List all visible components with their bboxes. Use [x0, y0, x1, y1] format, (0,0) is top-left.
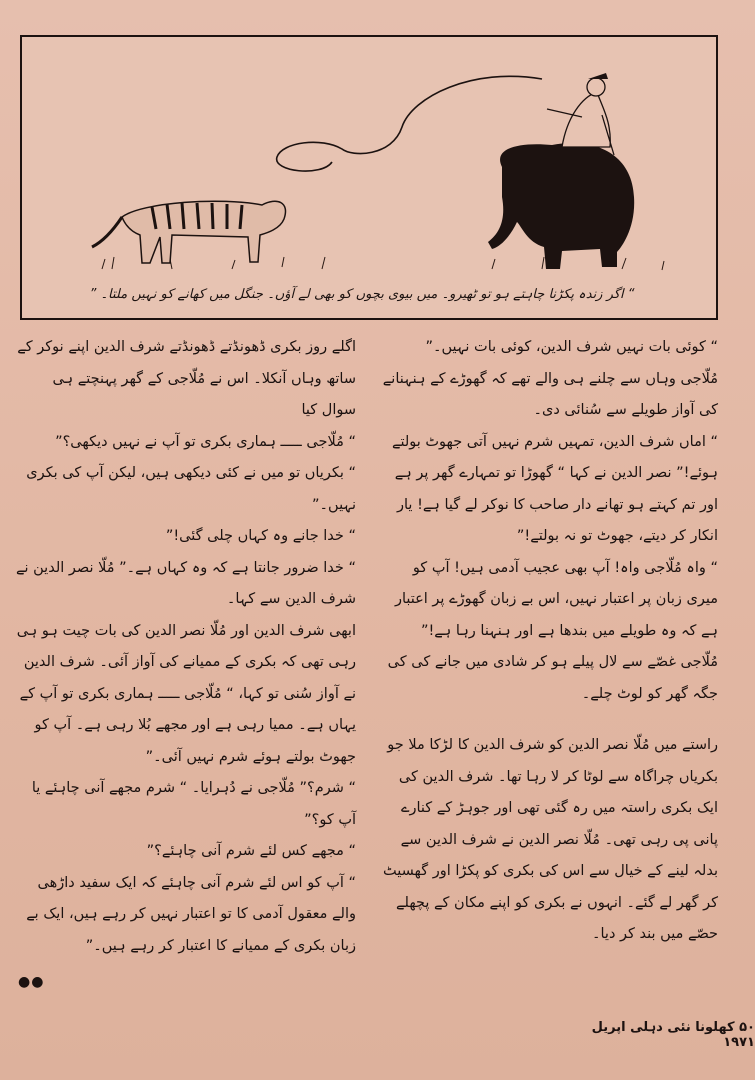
paragraph: “ بکریاں تو میں نے کئی دیکھی ہیں، لیکن آپ کی بکری نہیں۔” — [26, 465, 356, 513]
cartoon-illustration — [22, 37, 716, 318]
paragraph: “ اماں شرف الدین، تمہیں شرم نہیں آتی جھوٹ بولتے ہوئے!” نصر الدین نے کہا “ گھوڑا تو تمہارے گھر پر ہے اور تم کہتے ہو تھانے دار صاحب کا نوکر لے گیا ہے! یار انکار کر دیتے، جھوٹ تو نہ بولتے!” — [391, 433, 718, 544]
page-number: ۵۰ — [739, 1020, 755, 1035]
paragraph: راستے میں مُلّا نصر الدین کو شرف الدین کا لڑکا ملا جو بکریاں چراگاہ سے لوٹا کر لا رہا تھا۔ شرف الدین کی ایک بکری راستہ میں رہ گئی تھی اور جوہڑ کے کنارے پانی پی رہی تھی۔ مُلّا نصر الدین نے شرف الدین سے بدلہ لینے کے خیال سے اس کی بکری کو پکڑا اور گھسیٹ کر گھر لے گئے۔ انہوں نے بکری کو اپنے مکان کے پچھلے حصّے میں بند کر دیا۔ — [382, 737, 718, 942]
paragraph: مُلّاجی غصّے سے لال پیلے ہو کر شادی میں جانے کی کی جگہ گھر کو لوٹ چلے۔ — [387, 654, 718, 702]
article-column-left — [16, 332, 356, 962]
end-mark: ●● — [18, 974, 45, 990]
magazine-issue: کھلونا نئی دہلی اپریل ۱۹۷۱ — [591, 1020, 755, 1050]
illustration-frame — [20, 35, 718, 320]
page-footer — [580, 1020, 755, 1050]
paragraph: “ مُلّاجی ـــــ ہماری بکری تو آپ نے نہیں دیکھی؟” — [55, 433, 356, 450]
paragraph: “ شرم؟” مُلّاجی نے دُہرایا۔ “ شرم مجھے آنی چاہئے یا آپ کو؟” — [31, 780, 356, 828]
paragraph: ابھی شرف الدین اور مُلّا نصر الدین کی بات چیت ہو ہی رہی تھی کہ بکری کے ممیانے کی آواز آئی۔ شرف الدین نے آواز سُنی تو کہا، “ مُلّاجی ـــــ ہماری بکری تو آپ کے یہاں ہے۔ ممیا رہی ہے اور مجھے بُلا رہی ہے۔ آپ کو جھوٹ بولتے ہوئے شرم نہیں آئی۔” — [16, 622, 356, 765]
illustration-caption: “ اگر زندہ پکڑنا چاہتے ہو تو ٹھیرو۔ میں بیوی بچوں کو بھی لے آؤں۔ جنگل میں کھانے کو نہیں ملتا۔ ” — [89, 287, 635, 302]
paragraph: “ خدا ضرور جانتا ہے کہ وہ کہاں ہے۔” مُلّا نصر الدین نے شرف الدین سے کہا۔ — [16, 559, 356, 607]
elephant-with-rider-drawing — [488, 73, 634, 269]
tiger-drawing — [92, 201, 285, 263]
paragraph: اگلے روز بکری ڈھونڈتے ڈھونڈتے شرف الدین اپنے نوکر کے ساتھ وہاں آنکلا۔ اس نے مُلّاجی کے گھر پہنچتے ہی سوال کیا — [17, 339, 356, 418]
article-column-right — [378, 332, 718, 951]
paragraph: “ مجھے کس لئے شرم آنی چاہئے؟” — [146, 843, 356, 859]
paragraph: “ خدا جانے وہ کہاں چلی گئی!” — [165, 528, 356, 544]
paragraph: “ آپ کو اس لئے شرم آنی چاہئے کہ ایک سفید داڑھی والے معقول آدمی کا تو اعتبار نہیں کر رہے ہیں، ایک بے زبان بکری کے ممیانے کا اعتبار کر رہے ہیں۔” — [26, 874, 356, 954]
paragraph: “ کوئی بات نہیں شرف الدین، کوئی بات نہیں۔” — [425, 339, 718, 355]
paragraph: “ واہ مُلّاجی واہ! آپ بھی عجیب آدمی ہیں! آپ کو میری زبان پر اعتبار نہیں، اس بے زبان گھوڑے پر اعتبار ہے کہ وہ طویلے میں بندھا ہے اور ہنہنا رہا ہے!” — [394, 559, 718, 639]
paragraph: مُلّاجی وہاں سے چلنے ہی والے تھے کہ گھوڑے کے ہنہنانے کی آواز طویلے سے سُنائی دی۔ — [382, 370, 718, 418]
